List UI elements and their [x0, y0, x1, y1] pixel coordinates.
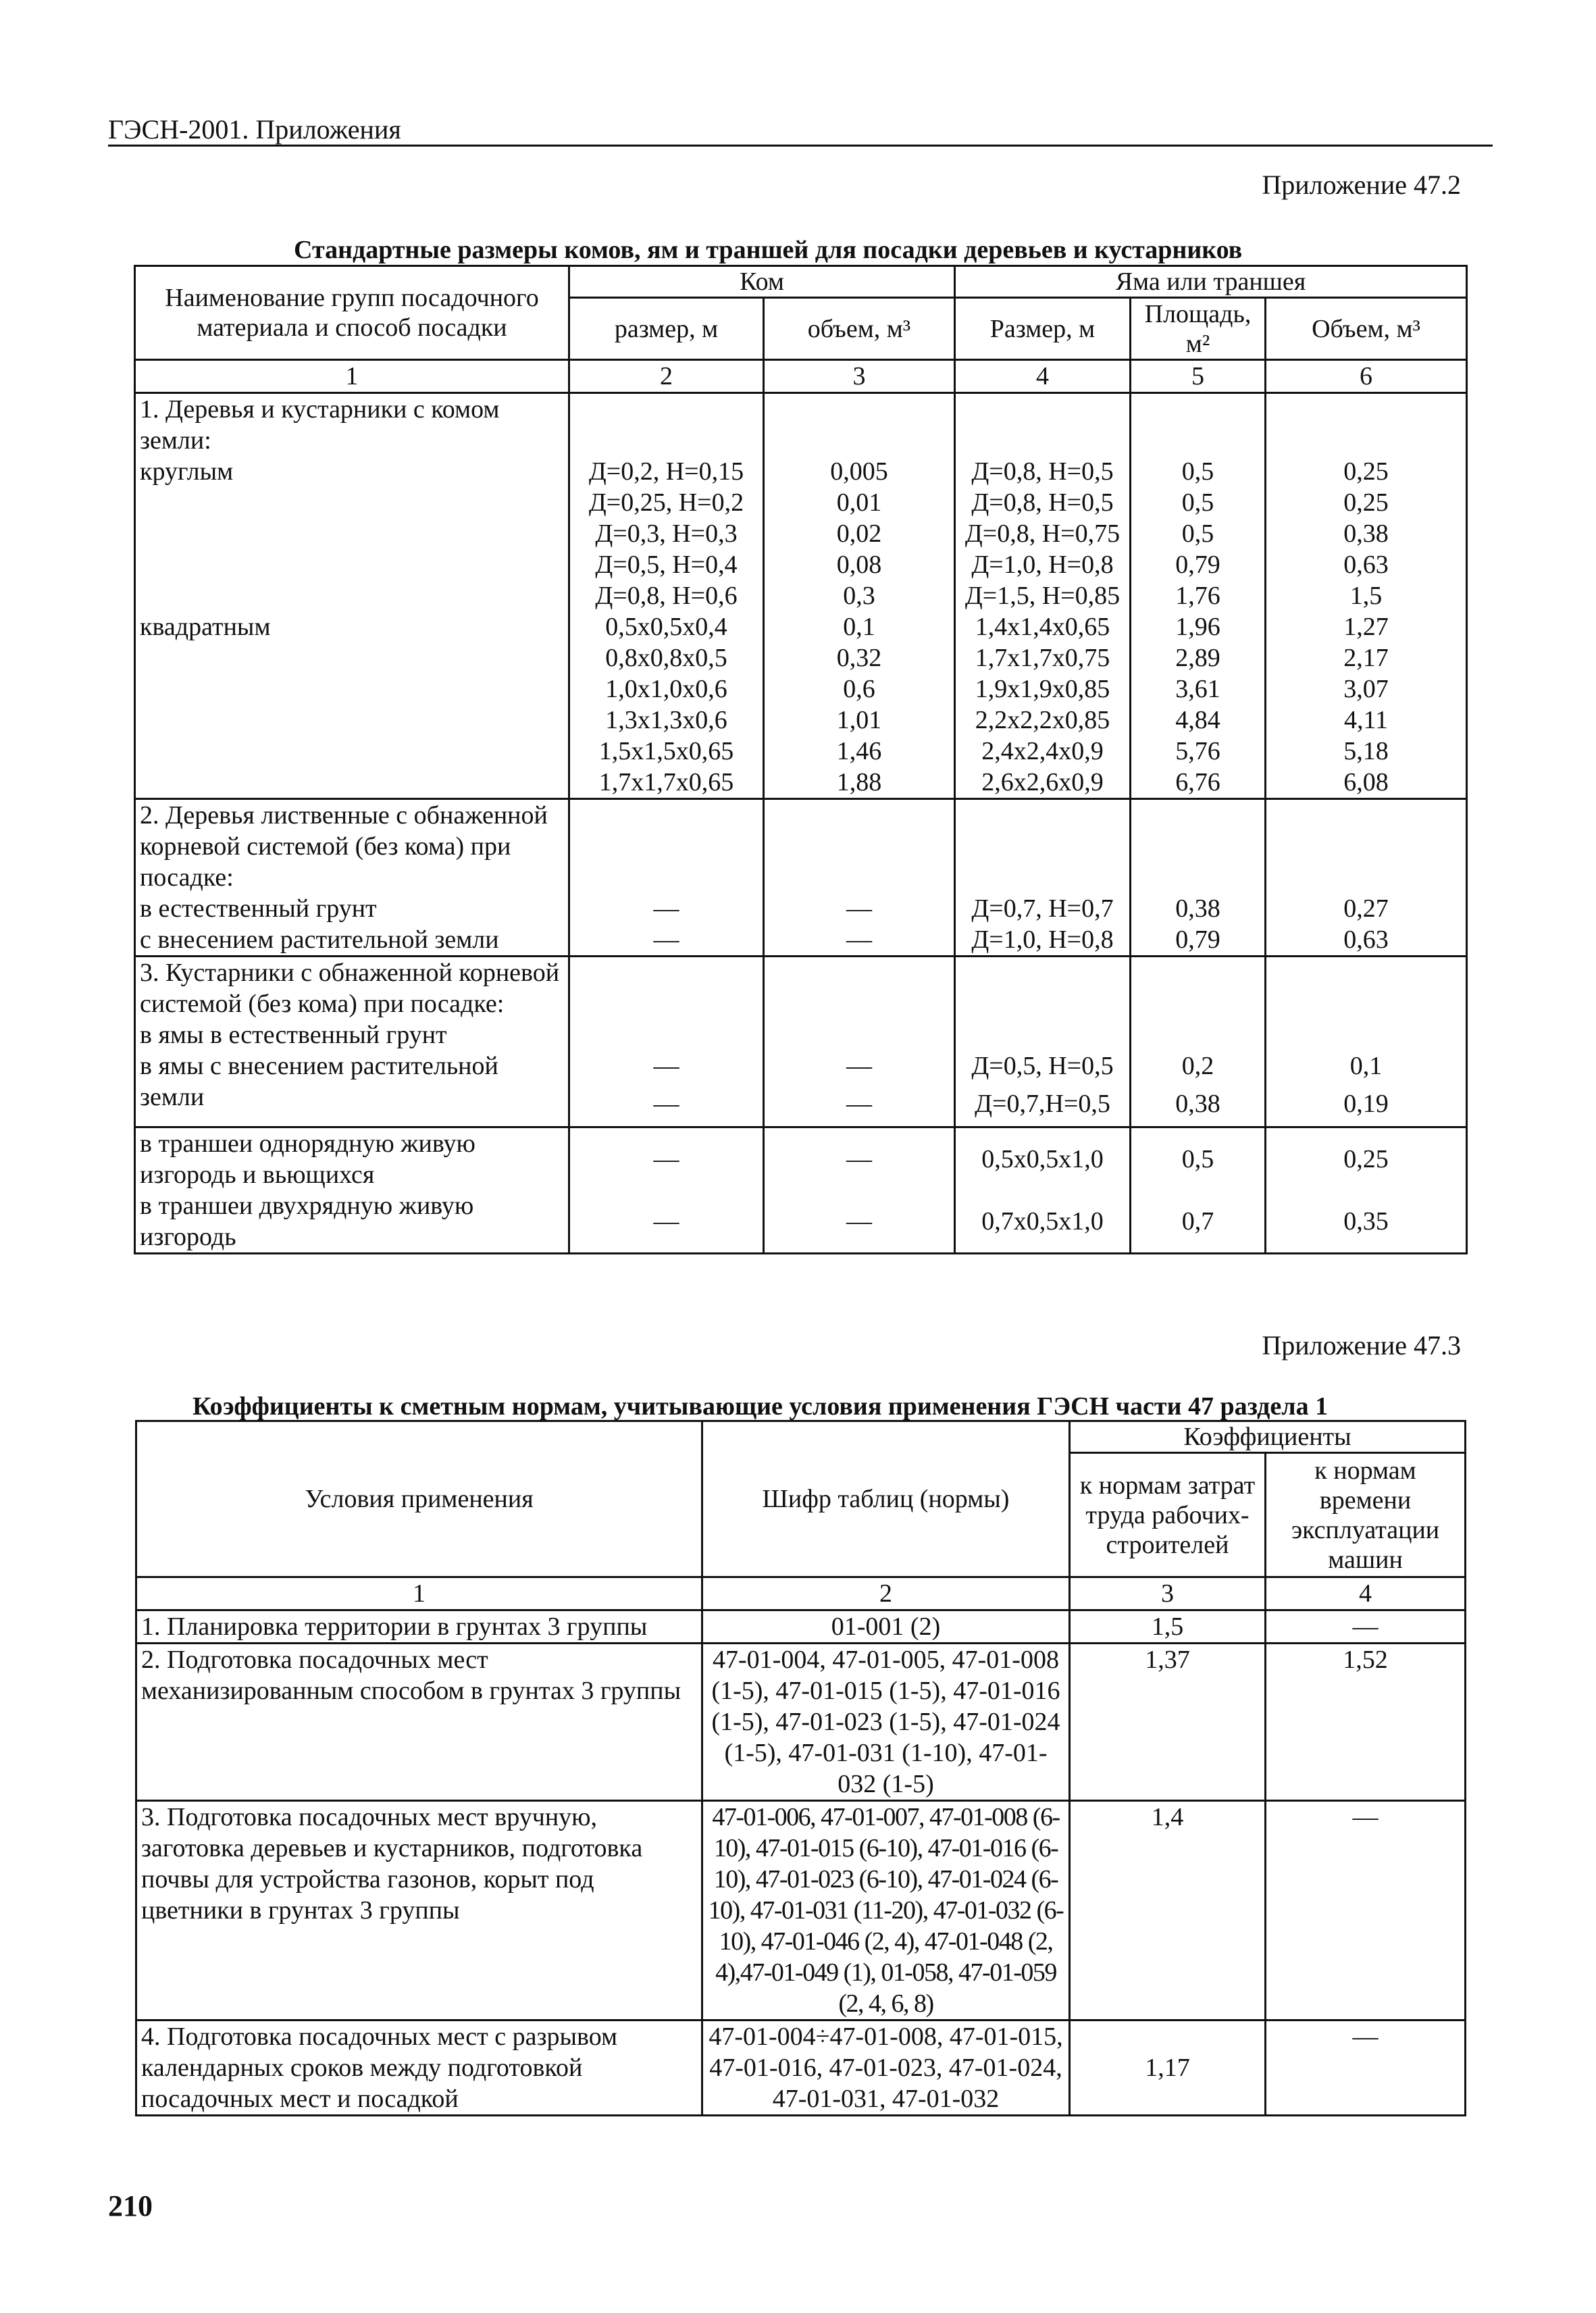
cell: 1,4х1,4х0,65: [975, 613, 1110, 641]
cell: 1,27: [1343, 613, 1389, 641]
group1-name-cell: [135, 393, 569, 799]
cell: 3,07: [1343, 675, 1389, 703]
group3-hedge-yama-volume: [1266, 1127, 1467, 1254]
group3-hedge-yama-size: [955, 1127, 1131, 1254]
group2-yama-volume: [1266, 799, 1467, 957]
cell: Д=0,7,Н=0,5: [975, 1090, 1110, 1118]
cell: 0,32: [836, 644, 882, 672]
cell: 0,25: [1343, 457, 1389, 486]
cell: 1,9х1,9х0,85: [975, 675, 1110, 703]
appendix-47-3-caption: Коэффициенты к сметным нормам, учитывающие условия применения ГЭСН части 47 раздела 1: [192, 1392, 1329, 1421]
group1-sub-square: квадратным: [140, 613, 271, 641]
col-number: 1: [135, 360, 569, 393]
code-cell: 01-001 (2): [702, 1610, 1070, 1644]
cell: 0,3: [843, 582, 875, 610]
group3-yama-area: [1131, 957, 1266, 1127]
cell: —: [653, 1052, 679, 1080]
group3-row: [135, 957, 1467, 1127]
cell: 0,1: [843, 613, 875, 641]
page-number: 210: [108, 2189, 153, 2222]
cell: 0,79: [1175, 551, 1220, 579]
col-number: 4: [955, 360, 1131, 393]
coefficient-row: [136, 1801, 1466, 2020]
cell: —: [653, 1145, 679, 1173]
cell: 5,18: [1343, 737, 1389, 765]
col-number: 2: [569, 360, 764, 393]
cell: 0,25: [1343, 488, 1389, 517]
cell: Д=0,8, Н=0,5: [971, 457, 1114, 486]
cell: Д=0,3, Н=0,3: [595, 519, 738, 548]
group1-sub-round: круглым: [140, 457, 234, 486]
coefficient-row: [136, 1644, 1466, 1801]
header-yama-volume: Объем, м³: [1266, 298, 1467, 360]
cell: 0,02: [836, 519, 882, 548]
cell: Д=1,0, Н=0,8: [971, 925, 1114, 954]
group1-row: [135, 393, 1467, 799]
cell: 0,5х0,5х1,0: [981, 1145, 1104, 1173]
condition-cell: 4. Подготовка посадочных мест с разрывом календарных сроков между подготовкой посадочных мест и посадкой: [136, 2020, 702, 2116]
cell: —: [653, 1207, 679, 1236]
col-number: 5: [1131, 360, 1266, 393]
group2-yama-area: [1131, 799, 1266, 957]
header-yama-size: Размер, м: [955, 298, 1131, 360]
cell: —: [846, 1145, 872, 1173]
cell: —: [846, 925, 872, 954]
code-cell: 47-01-004÷47-01-008, 47-01-015, 47-01-016, 47-01-023, 47-01-024, 47-01-031, 47-01-032: [702, 2020, 1070, 2116]
group2-row: [135, 799, 1467, 957]
running-header: ГЭСН-2001. Приложения: [108, 114, 401, 145]
cell: 0,38: [1343, 519, 1389, 548]
cell: —: [846, 894, 872, 923]
labor-cell: 1,37: [1070, 1644, 1266, 1801]
cell: 0,01: [836, 488, 882, 517]
group1-kom-volume: [764, 393, 955, 799]
cell: 0,63: [1343, 551, 1389, 579]
cell: —: [653, 925, 679, 954]
group1-yama-size: [955, 393, 1131, 799]
cell: 0,79: [1175, 925, 1220, 954]
header-kom-size: размер, м: [569, 298, 764, 360]
group2-kom-volume: [764, 799, 955, 957]
group3-yama-volume: [1266, 957, 1467, 1127]
group1-yama-area: [1131, 393, 1266, 799]
header-yama-area: Площадь, м²: [1131, 298, 1266, 360]
appendix-47-3-label: Приложение 47.3: [1262, 1330, 1461, 1361]
column-numbers-row: [135, 360, 1467, 393]
cell: 0,5х0,5х0,4: [605, 613, 727, 641]
group3-row-name: в траншеи двухрядную живую изгородь: [140, 1192, 474, 1251]
cell: —: [846, 1090, 872, 1118]
cell: Д=1,0, Н=0,8: [971, 551, 1114, 579]
cell: 0,6: [843, 675, 875, 703]
group3-hedge-row: [135, 1127, 1467, 1254]
group3-row-name: в ямы в естественный грунт: [140, 1021, 447, 1049]
col-number: 3: [1070, 1577, 1266, 1610]
cell: 0,5: [1181, 457, 1214, 486]
labor-cell: 1,17: [1070, 2020, 1266, 2116]
labor-cell: 1,5: [1070, 1610, 1266, 1644]
cell: 0,005: [830, 457, 888, 486]
cell: 1,5х1,5х0,65: [598, 737, 734, 765]
header-kom: Ком: [569, 266, 955, 298]
cell: Д=1,5, Н=0,85: [964, 582, 1121, 610]
header-coefficients: Коэффициенты: [1070, 1421, 1466, 1453]
header-code: Шифр таблиц (нормы): [702, 1421, 1070, 1577]
group3-hedge-yama-area: [1131, 1127, 1266, 1254]
group1-yama-volume: [1266, 393, 1467, 799]
cell: 1,0х1,0х0,6: [605, 675, 727, 703]
cell: 0,38: [1175, 894, 1220, 923]
machine-cell: —: [1266, 2020, 1466, 2116]
group3-kom-size: [569, 957, 764, 1127]
cell: 0,2: [1181, 1052, 1214, 1080]
group2-kom-size: [569, 799, 764, 957]
cell: Д=0,25, Н=0,2: [588, 488, 744, 517]
cell: 4,11: [1343, 706, 1389, 734]
group3-name-cell: [135, 957, 569, 1127]
cell: —: [846, 1052, 872, 1080]
condition-cell: 2. Подготовка посадочных мест механизированным способом в грунтах 3 группы: [136, 1644, 702, 1801]
cell: 6,76: [1175, 768, 1220, 796]
col-number: 2: [702, 1577, 1070, 1610]
cell: 1,46: [836, 737, 882, 765]
group3-hedge-name-cell: [135, 1127, 569, 1254]
machine-cell: —: [1266, 1610, 1466, 1644]
cell: 5,76: [1175, 737, 1220, 765]
col-number: 4: [1266, 1577, 1466, 1610]
coefficient-row: [136, 2020, 1466, 2116]
sizes-table: [134, 265, 1468, 1254]
cell: 1,7х1,7х0,65: [598, 768, 734, 796]
cell: Д=0,8, Н=0,5: [971, 488, 1114, 517]
cell: 6,08: [1343, 768, 1389, 796]
col-number: 6: [1266, 360, 1467, 393]
cell: Д=0,2, Н=0,15: [588, 457, 744, 486]
cell: 1,3х1,3х0,6: [605, 706, 727, 734]
cell: 0,35: [1343, 1207, 1389, 1236]
cell: 2,2х2,2х0,85: [975, 706, 1110, 734]
group2-name-cell: [135, 799, 569, 957]
appendix-47-2-label: Приложение 47.2: [1262, 170, 1461, 200]
group3-hedge-kom-size: [569, 1127, 764, 1254]
group1-title: 1. Деревья и кустарники с комом земли:: [140, 395, 500, 455]
header-rule: [108, 145, 1493, 147]
cell: 1,76: [1175, 582, 1220, 610]
group3-kom-volume: [764, 957, 955, 1127]
cell: 4,84: [1175, 706, 1220, 734]
cell: 0,7: [1181, 1207, 1214, 1236]
group2-row-name: в естественный грунт: [140, 894, 377, 923]
cell: 2,6х2,6х0,9: [981, 768, 1104, 796]
col-number: 1: [136, 1577, 702, 1610]
cell: 2,89: [1175, 644, 1220, 672]
group3-row-name: в траншеи однорядную живую изгородь и вьющихся: [140, 1129, 475, 1189]
group3-yama-size: [955, 957, 1131, 1127]
group3-row-name: в ямы с внесением растительной земли: [140, 1052, 498, 1111]
header-name: Наименование групп посадочного материала и способ посадки: [135, 266, 569, 360]
cell: 1,96: [1175, 613, 1220, 641]
cell: 0,5: [1181, 488, 1214, 517]
cell: 0,38: [1175, 1090, 1220, 1118]
group2-yama-size: [955, 799, 1131, 957]
cell: 1,88: [836, 768, 882, 796]
cell: 0,08: [836, 551, 882, 579]
machine-cell: —: [1266, 1801, 1466, 2020]
cell: 2,17: [1343, 644, 1389, 672]
header-yama: Яма или траншея: [955, 266, 1467, 298]
cell: 0,63: [1343, 925, 1389, 954]
cell: —: [653, 1090, 679, 1118]
group2-title: 2. Деревья лиственные с обнаженной корневой системой (без кома) при посадке:: [140, 801, 548, 892]
cell: 3,61: [1175, 675, 1220, 703]
col-number: 3: [764, 360, 955, 393]
cell: 1,01: [836, 706, 882, 734]
cell: 2,4х2,4х0,9: [981, 737, 1104, 765]
cell: Д=0,7, Н=0,7: [971, 894, 1114, 923]
cell: 0,5: [1181, 1145, 1214, 1173]
cell: Д=0,8, Н=0,6: [595, 582, 738, 610]
cell: 0,19: [1343, 1090, 1389, 1118]
group3-hedge-kom-volume: [764, 1127, 955, 1254]
cell: Д=0,5, Н=0,4: [595, 551, 738, 579]
column-numbers-row: [136, 1577, 1466, 1610]
cell: 0,7х0,5х1,0: [981, 1207, 1104, 1236]
code-cell: 47-01-006, 47-01-007, 47-01-008 (6-10), 47-01-015 (6-10), 47-01-016 (6-10), 47-01-023 (6-10), 47-01-024 (6-10), 47-01-031 (11-20), 47-01-032 (6-10), 47-01-046 (2, 4), 47-01-048 (2, 4),47-01-049 (1), 01-058, 47-01-059 (2, 4, 6, 8): [702, 1801, 1070, 2020]
cell: 0,25: [1343, 1145, 1389, 1173]
cell: Д=0,5, Н=0,5: [971, 1052, 1114, 1080]
appendix-47-2-caption: Стандартные размеры комов, ям и траншей для посадки деревьев и кустарников: [294, 236, 1243, 264]
cell: 0,5: [1181, 519, 1214, 548]
machine-cell: 1,52: [1266, 1644, 1466, 1801]
cell: 1,7х1,7х0,75: [975, 644, 1110, 672]
cell: 0,1: [1349, 1052, 1383, 1080]
condition-cell: 3. Подготовка посадочных мест вручную, заготовка деревьев и кустарников, подготовка почвы для устройства газонов, корыт под цветники в грунтах 3 группы: [136, 1801, 702, 2020]
group2-row-name: с внесением растительной земли: [140, 925, 499, 954]
cell: 0,27: [1343, 894, 1389, 923]
header-labor: к нормам затрат труда рабочих-строителей: [1070, 1453, 1266, 1577]
header-kom-volume: объем, м³: [764, 298, 955, 360]
group1-kom-size: [569, 393, 764, 799]
coefficients-table: [135, 1420, 1466, 2116]
cell: 0,8х0,8х0,5: [605, 644, 727, 672]
cell: —: [846, 1207, 872, 1236]
coefficient-row: [136, 1610, 1466, 1644]
cell: Д=0,8, Н=0,75: [964, 519, 1121, 548]
group3-title: 3. Кустарники с обнаженной корневой системой (без кома) при посадке:: [140, 959, 560, 1018]
cell: 1,5: [1349, 582, 1383, 610]
code-cell: 47-01-004, 47-01-005, 47-01-008 (1-5), 47-01-015 (1-5), 47-01-016 (1-5), 47-01-023 (1-5), 47-01-024 (1-5), 47-01-031 (1-10), 47-01-032 (1-5): [702, 1644, 1070, 1801]
labor-cell: 1,4: [1070, 1801, 1266, 2020]
cell: —: [653, 894, 679, 923]
header-conditions: Условия применения: [136, 1421, 702, 1577]
header-machine: к нормам времени эксплуатации машин: [1266, 1453, 1466, 1577]
condition-cell: 1. Планировка территории в грунтах 3 группы: [136, 1610, 702, 1644]
